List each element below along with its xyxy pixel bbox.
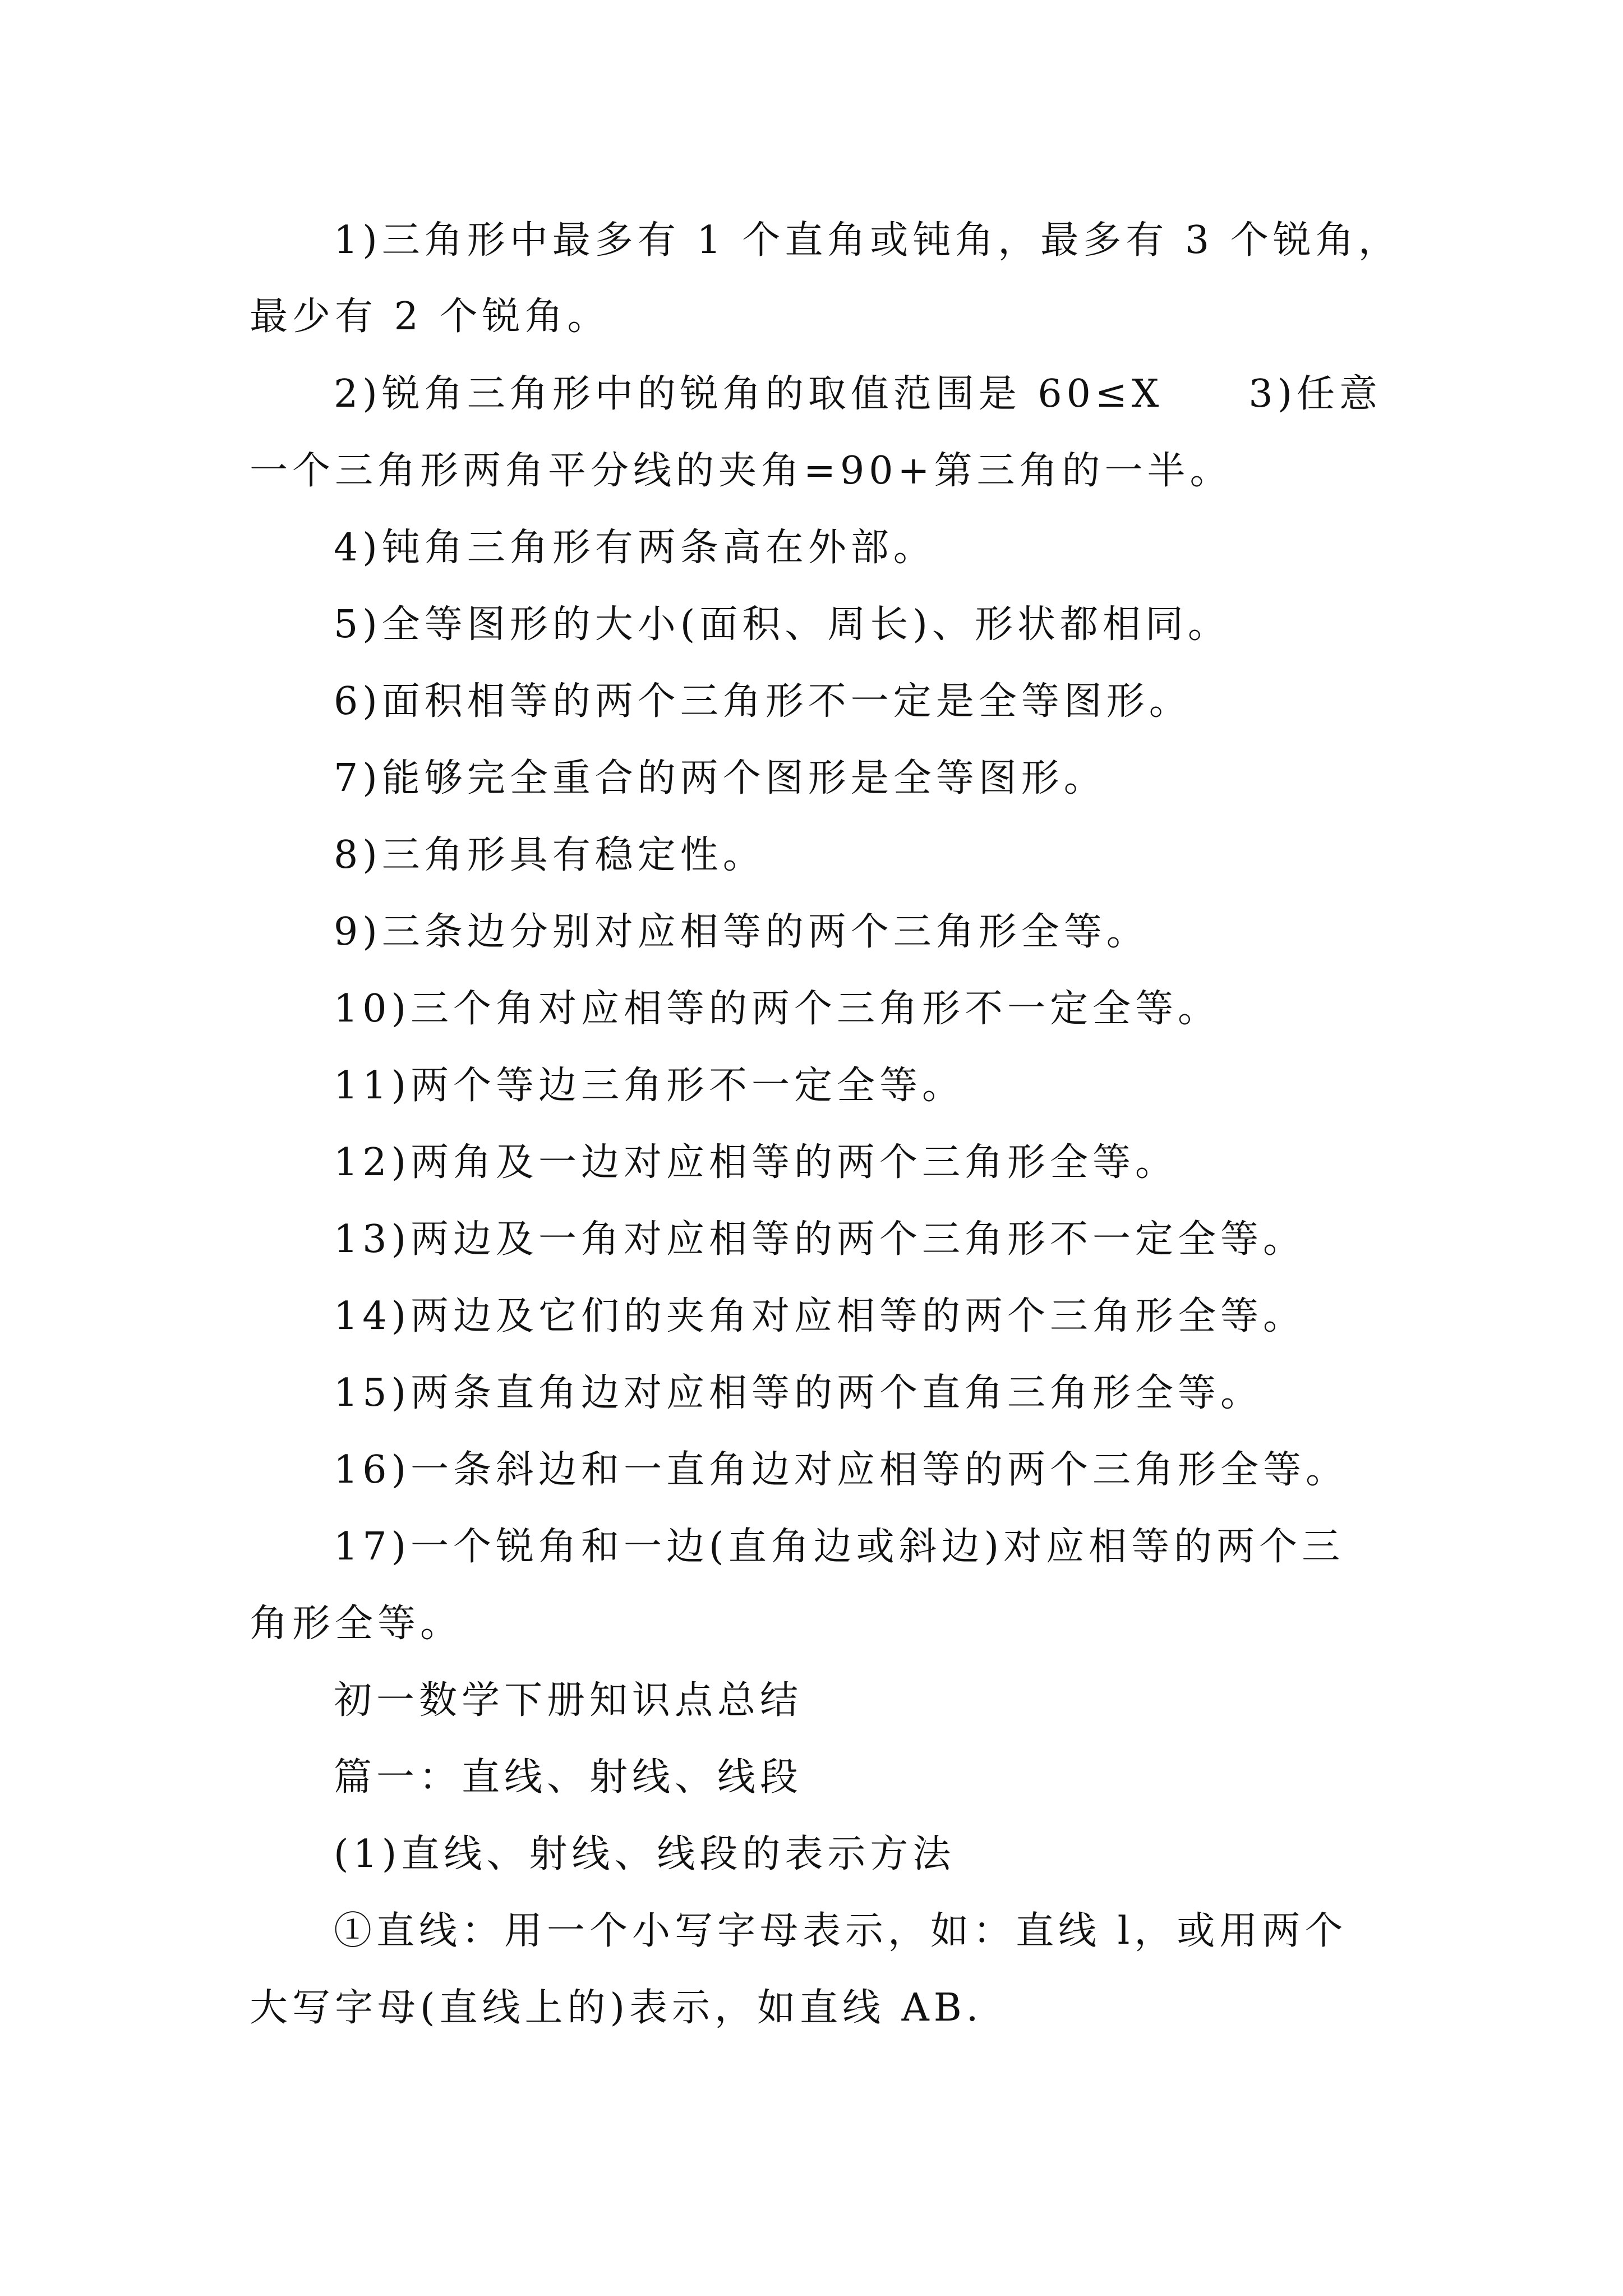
text-line: 最少有 2 个锐角。: [250, 295, 610, 339]
text-line: 大写字母(直线上的)表示，如直线 AB.: [250, 1986, 983, 2030]
text-line: 4)钝角三角形有两条高在外部。: [334, 526, 936, 570]
text-line: 11)两个等边三角形不一定全等。: [334, 1064, 965, 1108]
text-line: 2)锐角三角形中的锐角的取值范围是 60≤X 3)任意: [334, 372, 1382, 416]
text-line: 10)三个角对应相等的两个三角形不一定全等。: [334, 987, 1221, 1031]
section-subtitle: 篇一：直线、射线、线段: [334, 1755, 803, 1800]
text-line: 13)两边及一角对应相等的两个三角形不一定全等。: [334, 1217, 1306, 1262]
text-line: 17)一个锐角和一边(直角边或斜边)对应相等的两个三: [334, 1525, 1345, 1569]
text-line: 角形全等。: [250, 1602, 463, 1646]
section-title: 初一数学下册知识点总结: [334, 1678, 803, 1723]
text-line: 一个三角形两角平分线的夹角=90+第三角的一半。: [250, 449, 1233, 493]
text-line: 1)三角形中最多有 1 个直角或钝角，最多有 3 个锐角，: [334, 218, 1401, 263]
text-line: 5)全等图形的大小(面积、周长)、形状都相同。: [334, 602, 1230, 647]
text-line: 7)能够完全重合的两个图形是全等图形。: [334, 756, 1106, 800]
text-line: 6)面积相等的两个三角形不一定是全等图形。: [334, 679, 1192, 724]
text-line: 12)两角及一边对应相等的两个三角形全等。: [334, 1140, 1178, 1185]
text-line: 8)三角形具有稳定性。: [334, 833, 766, 877]
text-line: 15)两条直角边对应相等的两个直角三角形全等。: [334, 1371, 1264, 1415]
text-line: ①直线：用一个小写字母表示，如：直线 l，或用两个: [334, 1909, 1348, 1953]
text-line: 16)一条斜边和一直角边对应相等的两个三角形全等。: [334, 1448, 1349, 1492]
text-line: (1)直线、射线、线段的表示方法: [334, 1832, 956, 1876]
text-line: 9)三条边分别对应相等的两个三角形全等。: [334, 910, 1149, 954]
text-line: 14)两边及它们的夹角对应相等的两个三角形全等。: [334, 1294, 1306, 1338]
